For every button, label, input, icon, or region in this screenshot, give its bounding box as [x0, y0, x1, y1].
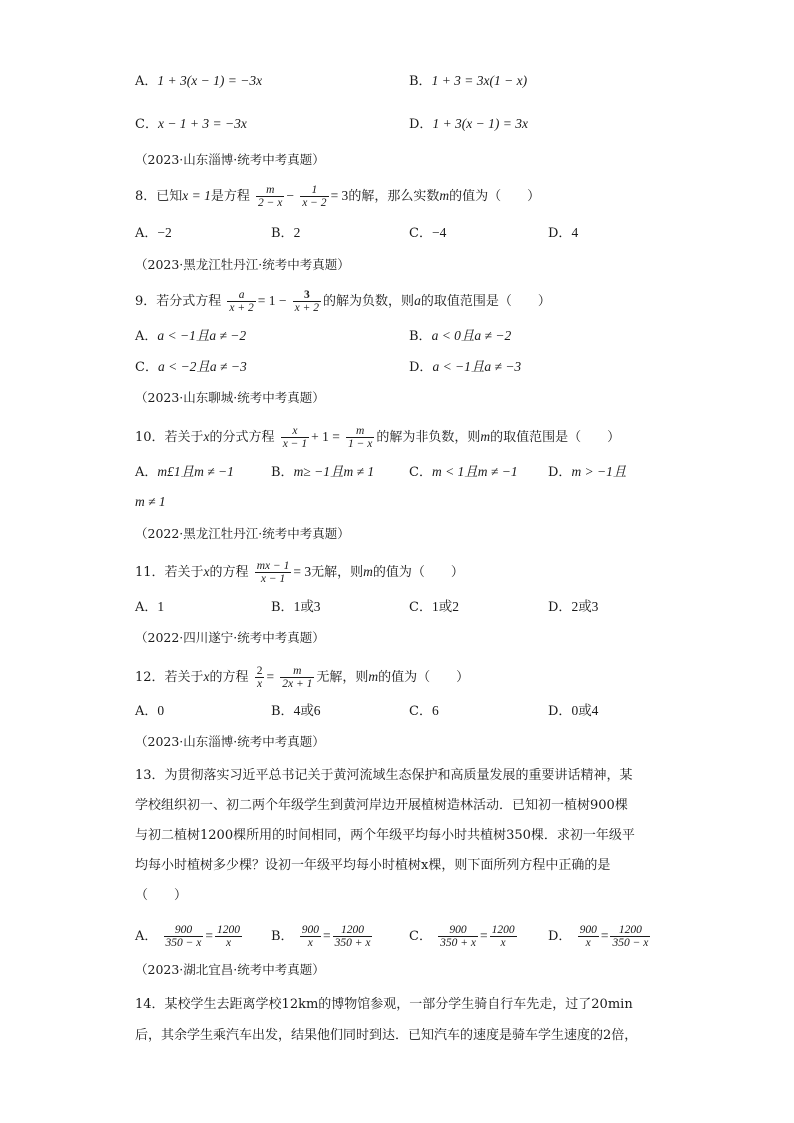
q12-option-c: C．6: [409, 703, 439, 719]
q9-stem: 9．若分式方程 $\frac{a}{x + 2}$ = 1 − $\frac{3}{x + 2}$ 的解为负数，则a的取值范围是（ ）: [135, 289, 551, 315]
q7-option-d: D．1 + 3(x − 1) = 3x: [409, 116, 528, 132]
q11-option-b: B．1或3: [271, 599, 321, 615]
q10-frac-1: $\frac{x}{x - 1}$: [282, 425, 308, 451]
q10-option-d: D．m > −1且: [548, 464, 627, 480]
q9-frac-1: $\frac{a}{x + 2}$: [229, 289, 254, 315]
q10-source: （2022·黑龙江牡丹江·统考中考真题）: [135, 526, 350, 541]
q12-stem: 12．若关于x的方程 $\frac{2}{x}$ = $\frac{m}{2x + 1}$ 无解，则m的值为（ ）: [135, 665, 470, 691]
q13-option-b: B． $\frac{900}{x}$ = $\frac{1200}{350 + x}$: [271, 924, 371, 950]
q10-stem: 10．若关于x的分式方程 $\frac{x}{x - 1}$ + 1 = $\frac{m}{1 - x}$ 的解为非负数，则m的取值范围是（ ）: [135, 425, 621, 451]
q9-frac-2: $\frac{3}{x + 2}$: [294, 289, 320, 315]
q8-option-d: D．4: [548, 225, 579, 241]
q13-option-d: D． $\frac{900}{x}$ = $\frac{1200}{350 - x}$: [548, 924, 649, 950]
q12-option-a: A．0: [135, 703, 165, 719]
q8-option-a: A．−2: [135, 225, 172, 241]
q7-option-b: B．1 + 3 = 3x(1 − x): [409, 73, 528, 89]
q11-option-a: A．1: [135, 599, 165, 615]
q12-source: （2023·山东淄博·统考中考真题）: [135, 734, 325, 749]
q13-line-5: （ ）: [135, 888, 188, 903]
q9-option-c: C．a < −2且a ≠ −3: [135, 359, 247, 375]
q13-line-4: 均每小时植树多少棵？设初一年级平均每小时植树x棵，则下面所列方程中正确的是: [135, 858, 611, 873]
q14-line-2: 后，其余学生乘汽车出发，结果他们同时到达．已知汽车的速度是骑车学生速度的2倍，: [135, 1028, 638, 1043]
q11-source: （2022·四川遂宁·统考中考真题）: [135, 630, 325, 645]
q8-option-b: B．2: [271, 225, 301, 241]
q13-line-3: 与初二植树1200棵所用的时间相同，两个年级平均每小时共植树350棵．求初一年级平: [135, 828, 635, 843]
q10-frac-2: $\frac{m}{1 - x}$: [347, 425, 373, 451]
q10-option-d-wrap: m ≠ 1: [135, 494, 166, 509]
q8-source: （2023·黑龙江牡丹江·统考中考真题）: [135, 257, 350, 272]
q13-line-1: 13．为贯彻落实习近平总书记关于黄河流域生态保护和高质量发展的重要讲话精神，某: [135, 768, 633, 783]
q12-frac-1: $\frac{2}{x}$: [256, 665, 263, 691]
q11-stem: 11．若关于x的方程 $\frac{mx - 1}{x - 1}$ = 3无解，则m的值为（ ）: [135, 560, 464, 586]
q12-frac-2: $\frac{m}{2x + 1}$: [282, 665, 313, 691]
q10-option-b: B．m≥ −1且m ≠ 1: [271, 464, 375, 480]
q11-frac-1: $\frac{mx - 1}{x - 1}$: [256, 560, 290, 586]
q8-frac-1: $\frac{m}{2 - x}$: [258, 184, 283, 210]
q11-option-d: D．2或3: [548, 599, 599, 615]
q11-option-c: C．1或2: [409, 599, 459, 615]
q7-option-c: C．x − 1 + 3 = −3x: [135, 116, 247, 132]
q7-option-a: A．1 + 3(x − 1) = −3x: [135, 73, 263, 89]
q12-option-d: D．0或4: [548, 703, 599, 719]
q13-option-a: A． $\frac{900}{350 - x}$ = $\frac{1200}{x}$: [135, 924, 241, 950]
q9-option-b: B．a < 0且a ≠ −2: [409, 328, 512, 344]
q9-option-a: A．a < −1且a ≠ −2: [135, 328, 247, 344]
q12-option-b: B．4或6: [271, 703, 321, 719]
q10-option-a: A．m£1且m ≠ −1: [135, 464, 234, 480]
q7-source: （2023·山东淄博·统考中考真题）: [135, 152, 325, 167]
q13-source: （2023·湖北宜昌·统考中考真题）: [135, 962, 325, 977]
q8-option-c: C．−4: [409, 225, 447, 241]
q9-option-d: D．a < −1且a ≠ −3: [409, 359, 522, 375]
q9-source: （2023·山东聊城·统考中考真题）: [135, 390, 325, 405]
q14-line-1: 14．某校学生去距离学校12km的博物馆参观，一部分学生骑自行车先走，过了20min: [135, 997, 633, 1012]
q8-frac-2: $\frac{1}{x - 2}$: [302, 184, 327, 210]
q10-option-c: C．m < 1且m ≠ −1: [409, 464, 518, 480]
q13-option-c: C． $\frac{900}{350 + x}$ = $\frac{1200}{x}$: [409, 924, 515, 950]
q13-line-2: 学校组织初一、初二两个年级学生到黄河岸边开展植树造林活动．已知初一植树900棵: [135, 798, 628, 813]
q8-stem: 8．已知x = 1是方程 $\frac{m}{2 - x}$ − $\frac{1}{x - 2}$ = 3的解，那么实数m的值为（ ）: [135, 184, 541, 210]
